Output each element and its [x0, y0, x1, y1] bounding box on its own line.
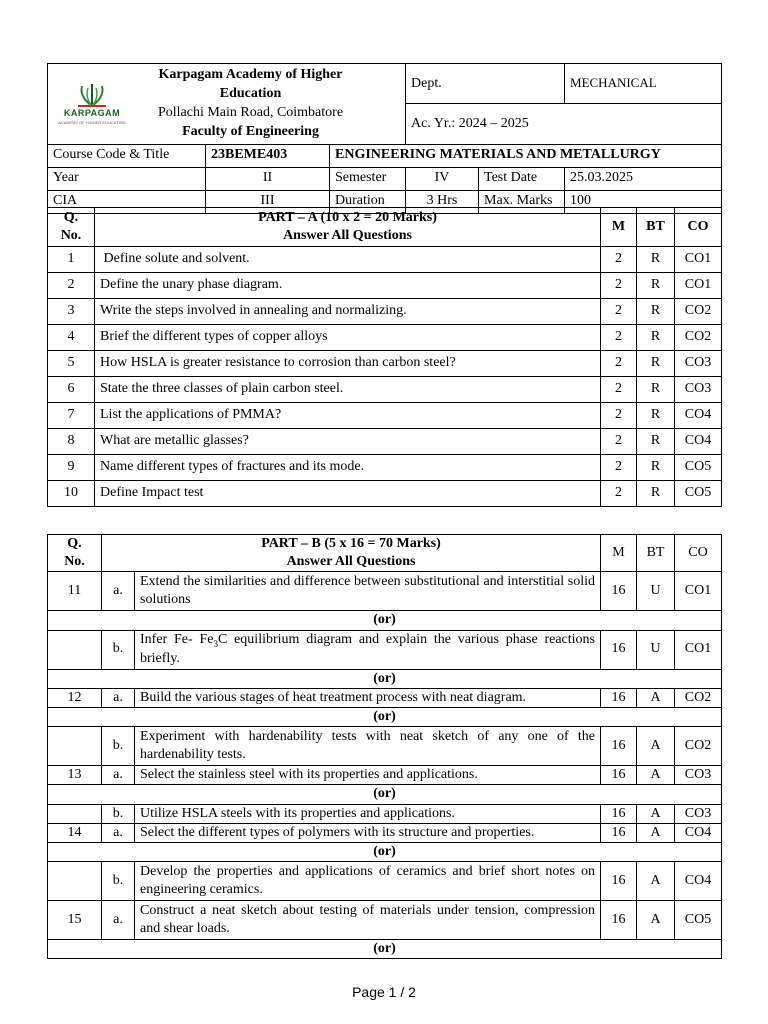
- question-text: Define solute and solvent.: [95, 247, 601, 273]
- question-text: Select the stainless steel with its properties and applications.: [135, 766, 601, 785]
- question-number: 8: [48, 429, 95, 455]
- course-code: 23BEME403: [206, 144, 330, 167]
- question-marks: 2: [601, 455, 637, 481]
- question-subpart: a.: [102, 572, 135, 611]
- semester-label: Semester: [330, 167, 406, 190]
- question-text: Build the various stages of heat treatment process with neat diagram.: [135, 688, 601, 707]
- question-bt: R: [637, 481, 675, 507]
- question-subpart: a.: [102, 766, 135, 785]
- question-marks: 16: [601, 766, 637, 785]
- logo-subtext: ACADEMY OF HIGHER EDUCATION: [58, 120, 126, 126]
- academic-year: Ac. Yr.: 2024 – 2025: [406, 104, 722, 144]
- question-co: CO3: [675, 351, 722, 377]
- question-subpart: b.: [102, 804, 135, 823]
- question-number: 5: [48, 351, 95, 377]
- institution-name: Karpagam Academy of Higher Education: [158, 67, 343, 101]
- question-subpart: a.: [102, 901, 135, 940]
- dept-value: MECHANICAL: [565, 64, 722, 104]
- question-bt: R: [637, 351, 675, 377]
- part-b-table: [47, 534, 722, 959]
- question-number: 2: [48, 273, 95, 299]
- part-b-instruction: Answer All Questions: [286, 554, 416, 570]
- co-header: CO: [675, 208, 722, 247]
- marks-header: M: [601, 208, 637, 247]
- part-a-questions: [48, 247, 722, 507]
- part-a-title: PART – A (10 x 2 = 20 Marks): [258, 209, 437, 225]
- course-title: ENGINEERING MATERIALS AND METALLURGY: [330, 144, 722, 167]
- question-bt: R: [637, 455, 675, 481]
- question-text: Utilize HSLA steels with its properties and applications.: [135, 804, 601, 823]
- part-b-title: PART – B (5 x 16 = 70 Marks): [261, 536, 441, 551]
- page-number: Page 1 / 2: [352, 984, 416, 1000]
- question-marks: 2: [601, 481, 637, 507]
- question-marks: 2: [601, 273, 637, 299]
- question-text: Experiment with hardenability tests with neat sketch of any one of the hardenability tests.: [135, 727, 601, 766]
- question-subpart: b.: [102, 727, 135, 766]
- test-date-value: 25.03.2025: [565, 167, 722, 190]
- dept-label: Dept.: [406, 64, 565, 104]
- question-marks: 2: [601, 403, 637, 429]
- duration-value: 3 Hrs: [406, 190, 479, 213]
- question-row: [48, 351, 722, 377]
- question-row: [48, 727, 722, 766]
- max-marks-label: Max. Marks: [479, 190, 565, 213]
- logo-wordmark: KARPAGAM: [63, 108, 121, 119]
- question-row: [48, 901, 722, 940]
- qno-header: Q. No.: [48, 535, 102, 572]
- question-co: CO2: [675, 299, 722, 325]
- question-text: Write the steps involved in annealing and normalizing.: [95, 299, 601, 325]
- or-divider: (or): [48, 707, 722, 726]
- part-b-heading: [102, 535, 601, 572]
- question-bt: A: [637, 727, 675, 766]
- question-co: CO1: [675, 630, 722, 669]
- question-text: How HSLA is greater resistance to corrosion than carbon steel?: [95, 351, 601, 377]
- course-label: Course Code & Title: [48, 144, 206, 167]
- max-marks-value: 100: [565, 190, 722, 213]
- question-co: CO3: [675, 766, 722, 785]
- question-co: CO1: [675, 247, 722, 273]
- question-co: CO1: [675, 572, 722, 611]
- or-divider: (or): [48, 611, 722, 630]
- question-number: [48, 727, 102, 766]
- question-row: [48, 455, 722, 481]
- bt-header: BT: [637, 208, 675, 247]
- faculty-name: Faculty of Engineering: [182, 123, 319, 139]
- question-text: Construct a neat sketch about testing of materials under tension, compression and shear loads.: [135, 901, 601, 940]
- question-co: CO2: [675, 325, 722, 351]
- question-number: 1: [48, 247, 95, 273]
- question-text: Define the unary phase diagram.: [95, 273, 601, 299]
- question-marks: 2: [601, 377, 637, 403]
- question-marks: 2: [601, 247, 637, 273]
- question-row: [48, 823, 722, 842]
- question-row: [48, 481, 722, 507]
- question-number: 6: [48, 377, 95, 403]
- question-text: Select the different types of polymers with its structure and properties.: [135, 823, 601, 842]
- question-co: CO5: [675, 481, 722, 507]
- question-row: [48, 572, 722, 611]
- question-co: CO4: [675, 403, 722, 429]
- question-subpart: b.: [102, 862, 135, 901]
- question-marks: 16: [601, 862, 637, 901]
- duration-label: Duration: [330, 190, 406, 213]
- question-marks: 16: [601, 688, 637, 707]
- question-bt: A: [637, 688, 675, 707]
- question-text: Extend the similarities and difference between substitutional and interstitial solid solutions: [135, 572, 601, 611]
- question-text: What are metallic glasses?: [95, 429, 601, 455]
- question-co: CO2: [675, 727, 722, 766]
- question-marks: 2: [601, 299, 637, 325]
- question-bt: A: [637, 901, 675, 940]
- subscript-text: 3: [213, 638, 218, 649]
- question-marks: 2: [601, 429, 637, 455]
- question-text: List the applications of PMMA?: [95, 403, 601, 429]
- header-table: [47, 63, 722, 214]
- institution-block: [48, 64, 406, 145]
- question-text: Define Impact test: [95, 481, 601, 507]
- question-bt: U: [637, 572, 675, 611]
- question-row: [48, 247, 722, 273]
- year-label: Year: [48, 167, 206, 190]
- question-number: [48, 630, 102, 669]
- year-value: II: [206, 167, 330, 190]
- question-text: Develop the properties and applications of ceramics and brief short notes on engineering ceramics.: [135, 862, 601, 901]
- question-number: 12: [48, 688, 102, 707]
- question-bt: U: [637, 630, 675, 669]
- question-number: 13: [48, 766, 102, 785]
- question-number: [48, 804, 102, 823]
- question-marks: 16: [601, 804, 637, 823]
- cia-value: III: [206, 190, 330, 213]
- question-bt: A: [637, 804, 675, 823]
- question-marks: 2: [601, 325, 637, 351]
- test-date-label: Test Date: [479, 167, 565, 190]
- question-text-part: Infer Fe- Fe: [140, 631, 214, 647]
- question-bt: R: [637, 377, 675, 403]
- or-divider: (or): [48, 669, 722, 688]
- question-text: [135, 630, 601, 669]
- question-co: CO3: [675, 804, 722, 823]
- question-co: CO4: [675, 823, 722, 842]
- question-row: [48, 299, 722, 325]
- logo-emblem-icon: [72, 82, 112, 108]
- question-co: CO4: [675, 429, 722, 455]
- co-header: CO: [675, 535, 722, 572]
- institution-address: Pollachi Main Road, Coimbatore: [157, 104, 344, 120]
- question-marks: 2: [601, 351, 637, 377]
- question-bt: A: [637, 766, 675, 785]
- question-number: 3: [48, 299, 95, 325]
- question-text-part: C equilibrium diagram and explain the various phase reactions briefly.: [140, 631, 595, 667]
- question-bt: A: [637, 823, 675, 842]
- question-bt: R: [637, 247, 675, 273]
- question-co: CO1: [675, 273, 722, 299]
- question-co: CO3: [675, 377, 722, 403]
- question-bt: R: [637, 429, 675, 455]
- question-text: State the three classes of plain carbon steel.: [95, 377, 601, 403]
- question-number: 4: [48, 325, 95, 351]
- question-row: [48, 766, 722, 785]
- question-row: [48, 429, 722, 455]
- institution-logo: [48, 75, 136, 133]
- question-text: Name different types of fractures and its mode.: [95, 455, 601, 481]
- question-number: 14: [48, 823, 102, 842]
- question-marks: 16: [601, 572, 637, 611]
- question-co: CO2: [675, 688, 722, 707]
- or-divider: (or): [48, 940, 722, 959]
- question-number: 15: [48, 901, 102, 940]
- or-divider: (or): [48, 785, 722, 804]
- question-text: Brief the different types of copper alloys: [95, 325, 601, 351]
- question-number: [48, 862, 102, 901]
- question-bt: R: [637, 299, 675, 325]
- bt-header: BT: [637, 535, 675, 572]
- question-bt: R: [637, 325, 675, 351]
- or-divider: (or): [48, 842, 722, 861]
- part-a-instruction: Answer All Questions: [283, 228, 412, 243]
- question-number: 11: [48, 572, 102, 611]
- question-subpart: a.: [102, 688, 135, 707]
- question-row: [48, 403, 722, 429]
- question-row: [48, 804, 722, 823]
- question-bt: R: [637, 403, 675, 429]
- question-row: [48, 862, 722, 901]
- question-row: [48, 273, 722, 299]
- question-row: [48, 688, 722, 707]
- part-a-heading: [95, 208, 601, 247]
- question-row: [48, 630, 722, 669]
- question-co: CO4: [675, 862, 722, 901]
- part-a-table: [47, 207, 722, 507]
- question-co: CO5: [675, 901, 722, 940]
- marks-header: M: [601, 535, 637, 572]
- question-marks: 16: [601, 630, 637, 669]
- question-marks: 16: [601, 823, 637, 842]
- semester-value: IV: [406, 167, 479, 190]
- cia-label: CIA: [48, 190, 206, 213]
- question-bt: A: [637, 862, 675, 901]
- question-number: 9: [48, 455, 95, 481]
- question-number: 7: [48, 403, 95, 429]
- question-subpart: a.: [102, 823, 135, 842]
- question-bt: R: [637, 273, 675, 299]
- question-subpart: b.: [102, 630, 135, 669]
- question-row: [48, 377, 722, 403]
- qno-header: Q. No.: [48, 208, 95, 247]
- question-row: [48, 325, 722, 351]
- question-marks: 16: [601, 901, 637, 940]
- question-number: 10: [48, 481, 95, 507]
- question-co: CO5: [675, 455, 722, 481]
- question-marks: 16: [601, 727, 637, 766]
